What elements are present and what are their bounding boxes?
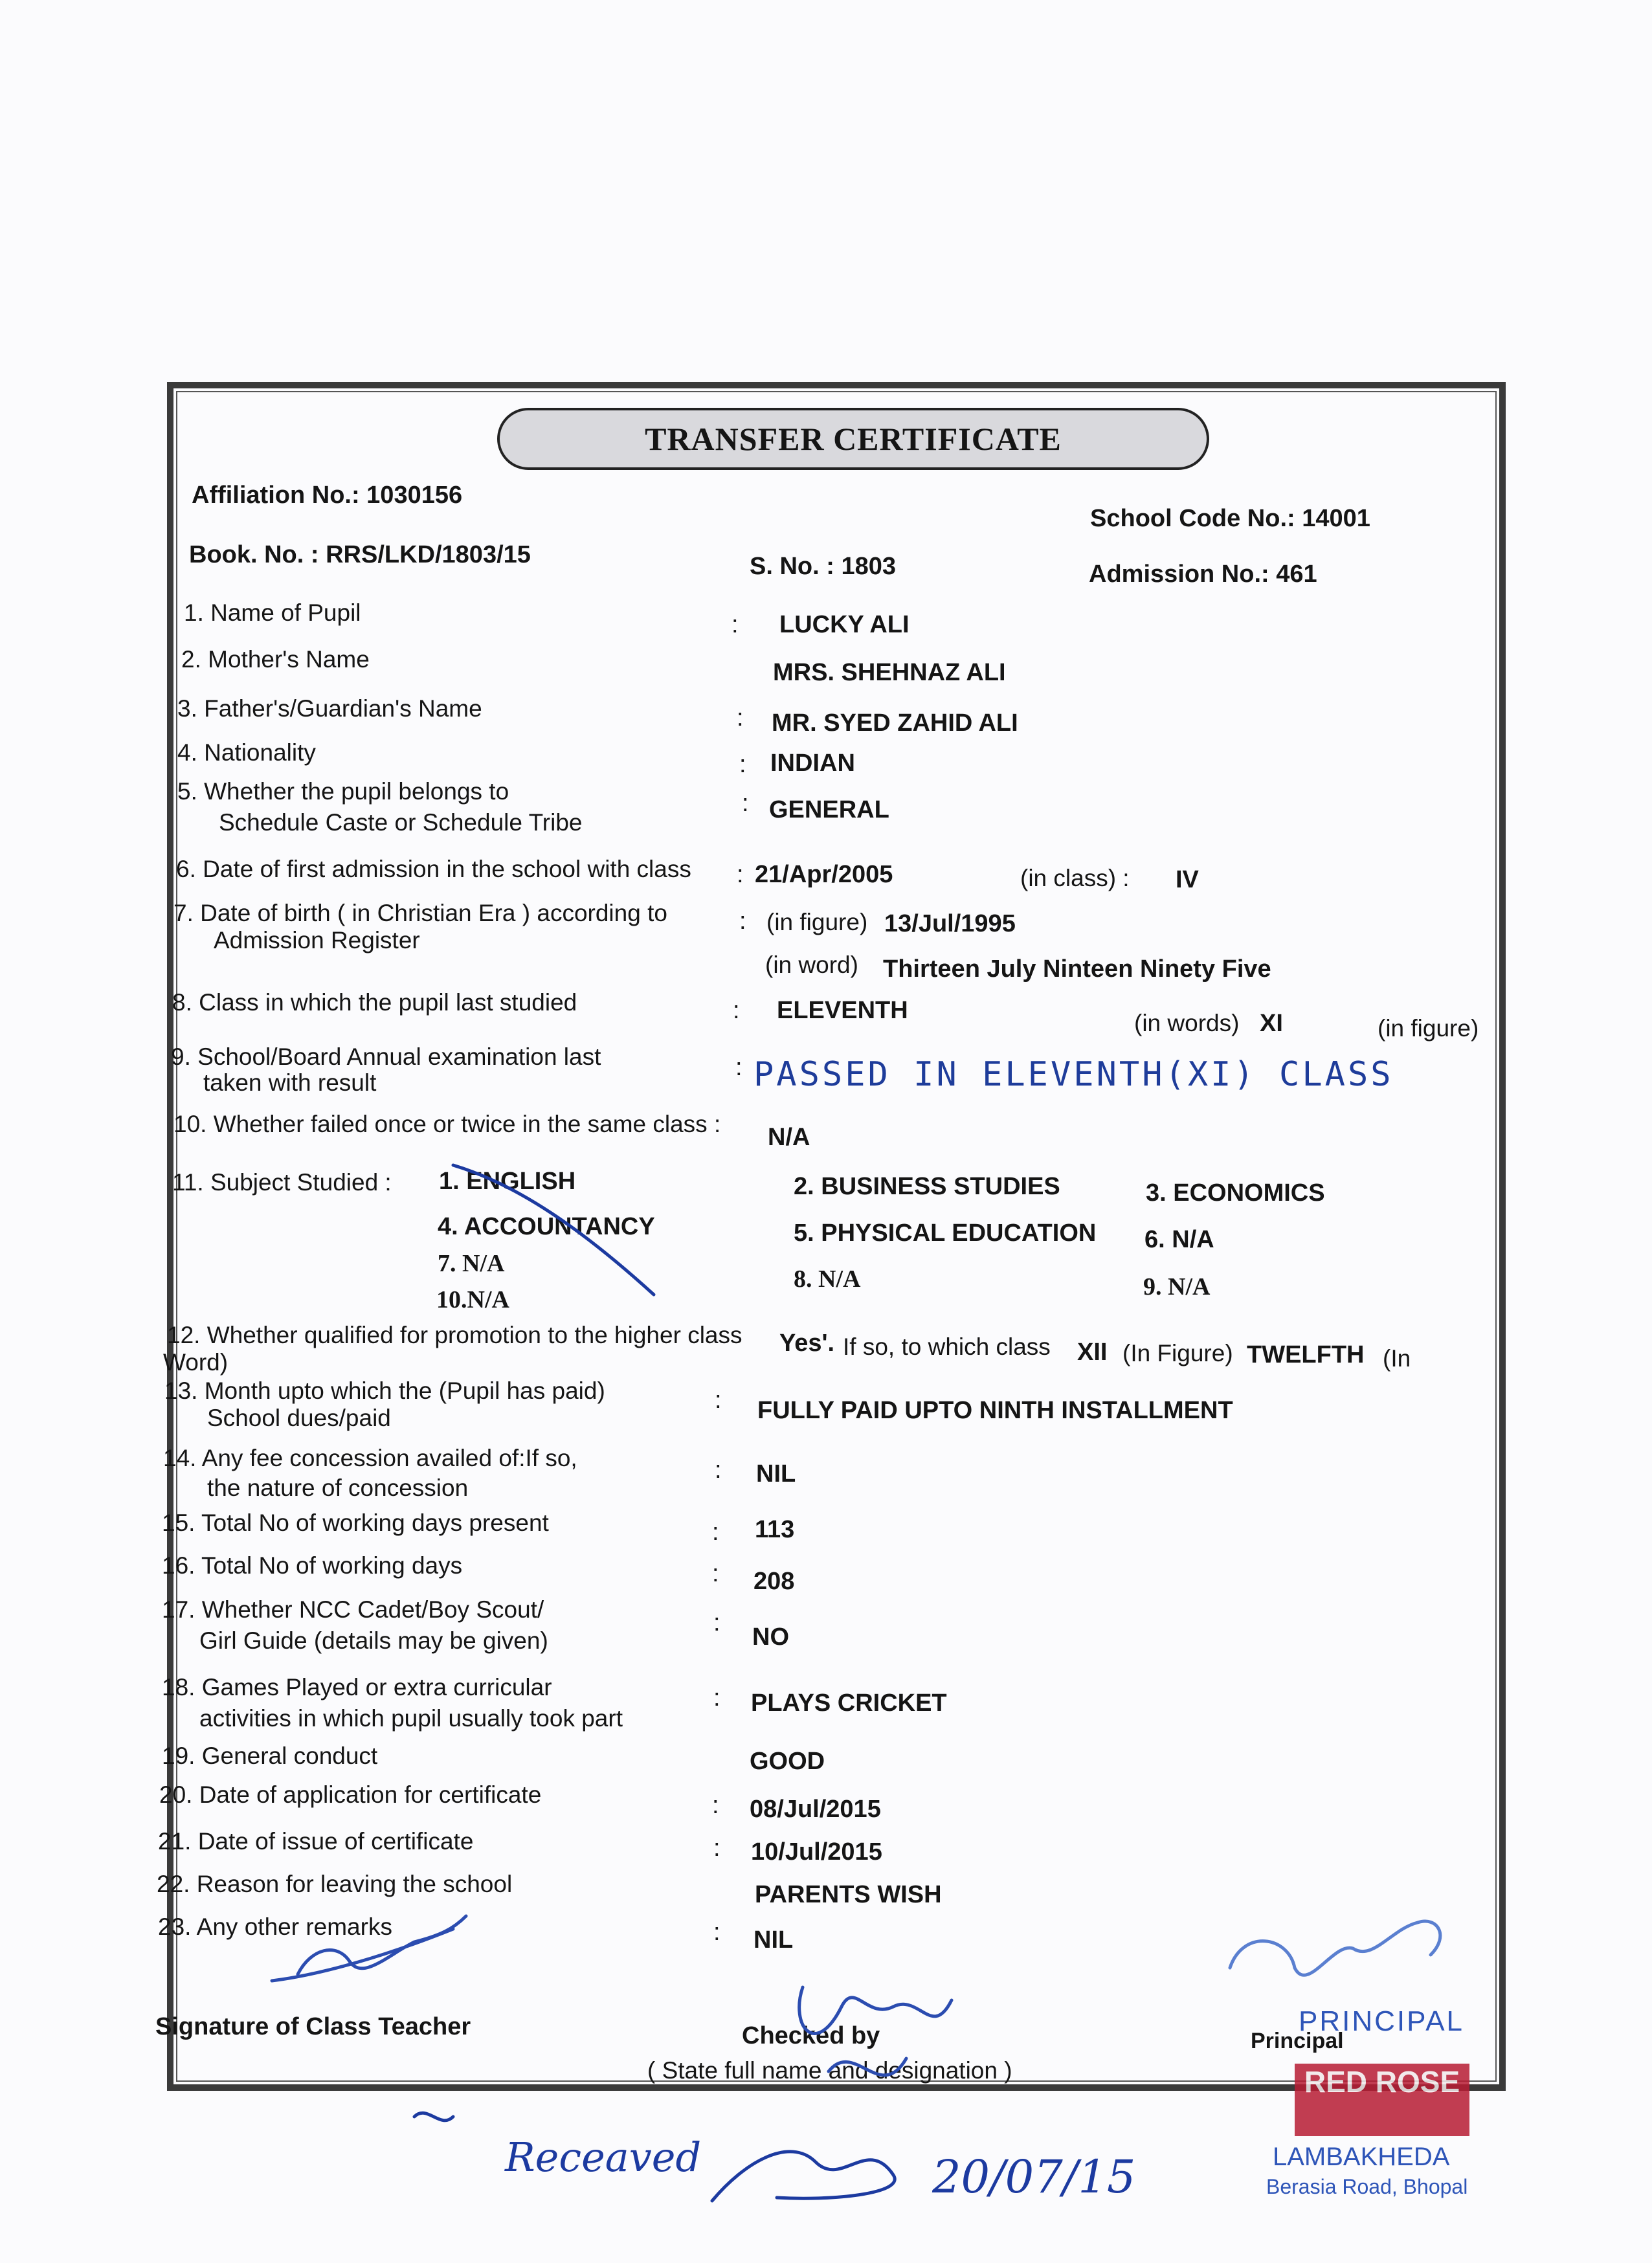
row-14-colon: : xyxy=(715,1456,722,1484)
mother-name: MRS. SHEHNAZ ALI xyxy=(773,659,1006,686)
subject-6: 6. N/A xyxy=(1144,1226,1214,1253)
subject-5: 5. PHYSICAL EDUCATION xyxy=(794,1220,1097,1247)
row-1-label: 1. Name of Pupil xyxy=(184,599,361,626)
promotion-class-roman: XII xyxy=(1077,1339,1108,1366)
dob-figure-label: (in figure) xyxy=(766,909,868,935)
principal-label: Principal xyxy=(1251,2029,1344,2053)
row-19-label: 19. General conduct xyxy=(162,1743,378,1769)
subject-8: 8. N/A xyxy=(794,1265,861,1293)
promotion-yes: Yes'. xyxy=(779,1330,835,1357)
row-17-colon: : xyxy=(713,1609,720,1636)
row-13-label-2: School dues/paid xyxy=(207,1405,391,1431)
row-13-colon: : xyxy=(715,1387,722,1414)
caste-category: GENERAL xyxy=(769,796,889,823)
row-1-colon: : xyxy=(731,611,739,638)
row-18-colon: : xyxy=(713,1684,720,1711)
state-full-name-label: ( State full name and designation ) xyxy=(647,2057,1012,2084)
dob-word-label: (in word) xyxy=(765,952,858,978)
row-20-label: 20. Date of application for certificate xyxy=(159,1781,542,1808)
in-class-label: (in class) : xyxy=(1020,865,1130,891)
stamp-principal: PRINCIPAL xyxy=(1299,2005,1465,2037)
subject-9: 9. N/A xyxy=(1143,1273,1211,1300)
dob-figure: 13/Jul/1995 xyxy=(884,910,1016,937)
admission-date: 21/Apr/2005 xyxy=(755,861,893,888)
row-13-label: 13. Month upto which the (Pupil has paid) xyxy=(164,1377,605,1404)
row-14-label: 14. Any fee concession availed of:If so, xyxy=(163,1445,577,1471)
row-10-label: 10. Whether failed once or twice in the same class : xyxy=(173,1111,721,1137)
row-15-label: 15. Total No of working days present xyxy=(162,1510,549,1536)
row-23-colon: : xyxy=(713,1919,720,1946)
subject-2: 2. BUSINESS STUDIES xyxy=(794,1173,1060,1200)
received-handwritten: Receaved xyxy=(505,2134,702,2181)
admission-class: IV xyxy=(1176,866,1199,893)
row-16-colon: : xyxy=(712,1560,719,1587)
row-6-label: 6. Date of first admission in the school with class xyxy=(176,856,691,882)
stamp-road: Berasia Road, Bhopal xyxy=(1266,2175,1468,2198)
last-class: ELEVENTH xyxy=(777,997,908,1024)
row-18-label: 18. Games Played or extra curricular xyxy=(162,1674,552,1700)
row-8-colon: : xyxy=(733,997,740,1024)
leaving-reason: PARENTS WISH xyxy=(755,1881,942,1908)
row-5-label: 5. Whether the pupil belongs to xyxy=(177,778,509,805)
page-title: TRANSFER CERTIFICATE xyxy=(645,421,1062,457)
subject-7: 7. N/A xyxy=(438,1250,505,1277)
in-figure-label: (in figure) xyxy=(1378,1015,1479,1042)
row-5-label-2: Schedule Caste or Schedule Tribe xyxy=(219,809,583,836)
dues-status: FULLY PAID UPTO NINTH INSTALLMENT xyxy=(757,1397,1233,1424)
row-7-label-2: Admission Register xyxy=(214,927,420,953)
row-9-label: 9. School/Board Annual examination last xyxy=(171,1043,601,1070)
pupil-name: LUCKY ALI xyxy=(779,611,910,638)
application-date: 08/Jul/2015 xyxy=(750,1796,881,1823)
promotion-class-word: TWELFTH xyxy=(1247,1341,1365,1368)
row-22-label: 22. Reason for leaving the school xyxy=(157,1871,513,1897)
row-23-label: 23. Any other remarks xyxy=(158,1913,392,1940)
days-present: 113 xyxy=(755,1516,795,1543)
failed-status: N/A xyxy=(768,1124,810,1151)
subject-10: 10.N/A xyxy=(436,1286,509,1313)
affiliation-no: Affiliation No.: 1030156 xyxy=(192,482,463,509)
row-4-colon: : xyxy=(739,751,746,778)
row-9-colon: : xyxy=(735,1054,742,1081)
book-no: Book. No. : RRS/LKD/1803/15 xyxy=(189,541,531,568)
row-12-label: 12. Whether qualified for promotion to the higher class xyxy=(167,1322,742,1348)
stamp-school-name: RED ROSE xyxy=(1304,2065,1460,2099)
row-18-label-2: activities in which pupil usually took part xyxy=(199,1705,623,1732)
subject-4: 4. ACCOUNTANCY xyxy=(438,1213,655,1240)
in-word-label: (In xyxy=(1383,1345,1411,1372)
row-5-colon: : xyxy=(742,790,749,817)
received-date-handwritten: 20/07/15 xyxy=(932,2150,1136,2203)
in-words-label: (in words) xyxy=(1134,1010,1240,1036)
row-11-label: 11. Subject Studied : xyxy=(172,1169,392,1196)
subject-1: 1. ENGLISH xyxy=(439,1168,576,1195)
checked-by-label: Checked by xyxy=(742,2022,880,2049)
father-name: MR. SYED ZAHID ALI xyxy=(772,709,1018,737)
promotion-question: If so, to which class xyxy=(843,1333,1051,1360)
row-3-colon: : xyxy=(737,704,744,731)
school-code: School Code No.: 14001 xyxy=(1090,505,1370,532)
row-7-label: 7. Date of birth ( in Christian Era ) according to xyxy=(173,900,667,926)
school-stamp xyxy=(1295,2064,1469,2136)
fee-concession: NIL xyxy=(756,1460,796,1488)
row-21-label: 21. Date of issue of certificate xyxy=(158,1828,474,1855)
ncc-status: NO xyxy=(752,1623,789,1651)
row-16-label: 16. Total No of working days xyxy=(162,1552,463,1579)
subject-3: 3. ECONOMICS xyxy=(1146,1179,1325,1207)
row-17-label-2: Girl Guide (details may be given) xyxy=(199,1627,548,1654)
row-8-label: 8. Class in which the pupil last studied xyxy=(172,989,577,1016)
issue-date: 10/Jul/2015 xyxy=(751,1838,882,1866)
row-4-label: 4. Nationality xyxy=(177,739,316,766)
class-teacher-signature-label: Signature of Class Teacher xyxy=(155,2013,471,2040)
exam-result-handwritten: PASSED IN ELEVENTH(XI) CLASS xyxy=(753,1055,1394,1094)
nationality: INDIAN xyxy=(770,750,855,777)
row-7-colon: : xyxy=(739,908,746,935)
row-15-colon: : xyxy=(712,1519,719,1546)
row-21-colon: : xyxy=(713,1834,720,1862)
other-remarks: NIL xyxy=(753,1926,794,1954)
last-class-roman: XI xyxy=(1260,1010,1283,1037)
row-2-label: 2. Mother's Name xyxy=(181,646,370,673)
row-6-colon: : xyxy=(737,861,744,888)
admission-no: Admission No.: 461 xyxy=(1089,561,1317,588)
working-days: 208 xyxy=(753,1568,795,1595)
stamp-place: LAMBAKHEDA xyxy=(1273,2143,1450,2171)
row-17-label: 17. Whether NCC Cadet/Boy Scout/ xyxy=(162,1596,544,1623)
row-20-colon: : xyxy=(712,1792,719,1819)
extra-curricular: PLAYS CRICKET xyxy=(751,1689,947,1717)
row-12-label-2: Word) xyxy=(163,1349,229,1376)
general-conduct: GOOD xyxy=(750,1748,825,1775)
row-14-label-2: the nature of concession xyxy=(207,1475,469,1501)
row-3-label: 3. Father's/Guardian's Name xyxy=(177,695,482,722)
in-figure-label-2: (In Figure) xyxy=(1122,1340,1233,1366)
row-9-label-2: taken with result xyxy=(203,1069,377,1096)
dob-words: Thirteen July Ninteen Ninety Five xyxy=(883,955,1271,983)
serial-no: S. No. : 1803 xyxy=(750,553,896,580)
